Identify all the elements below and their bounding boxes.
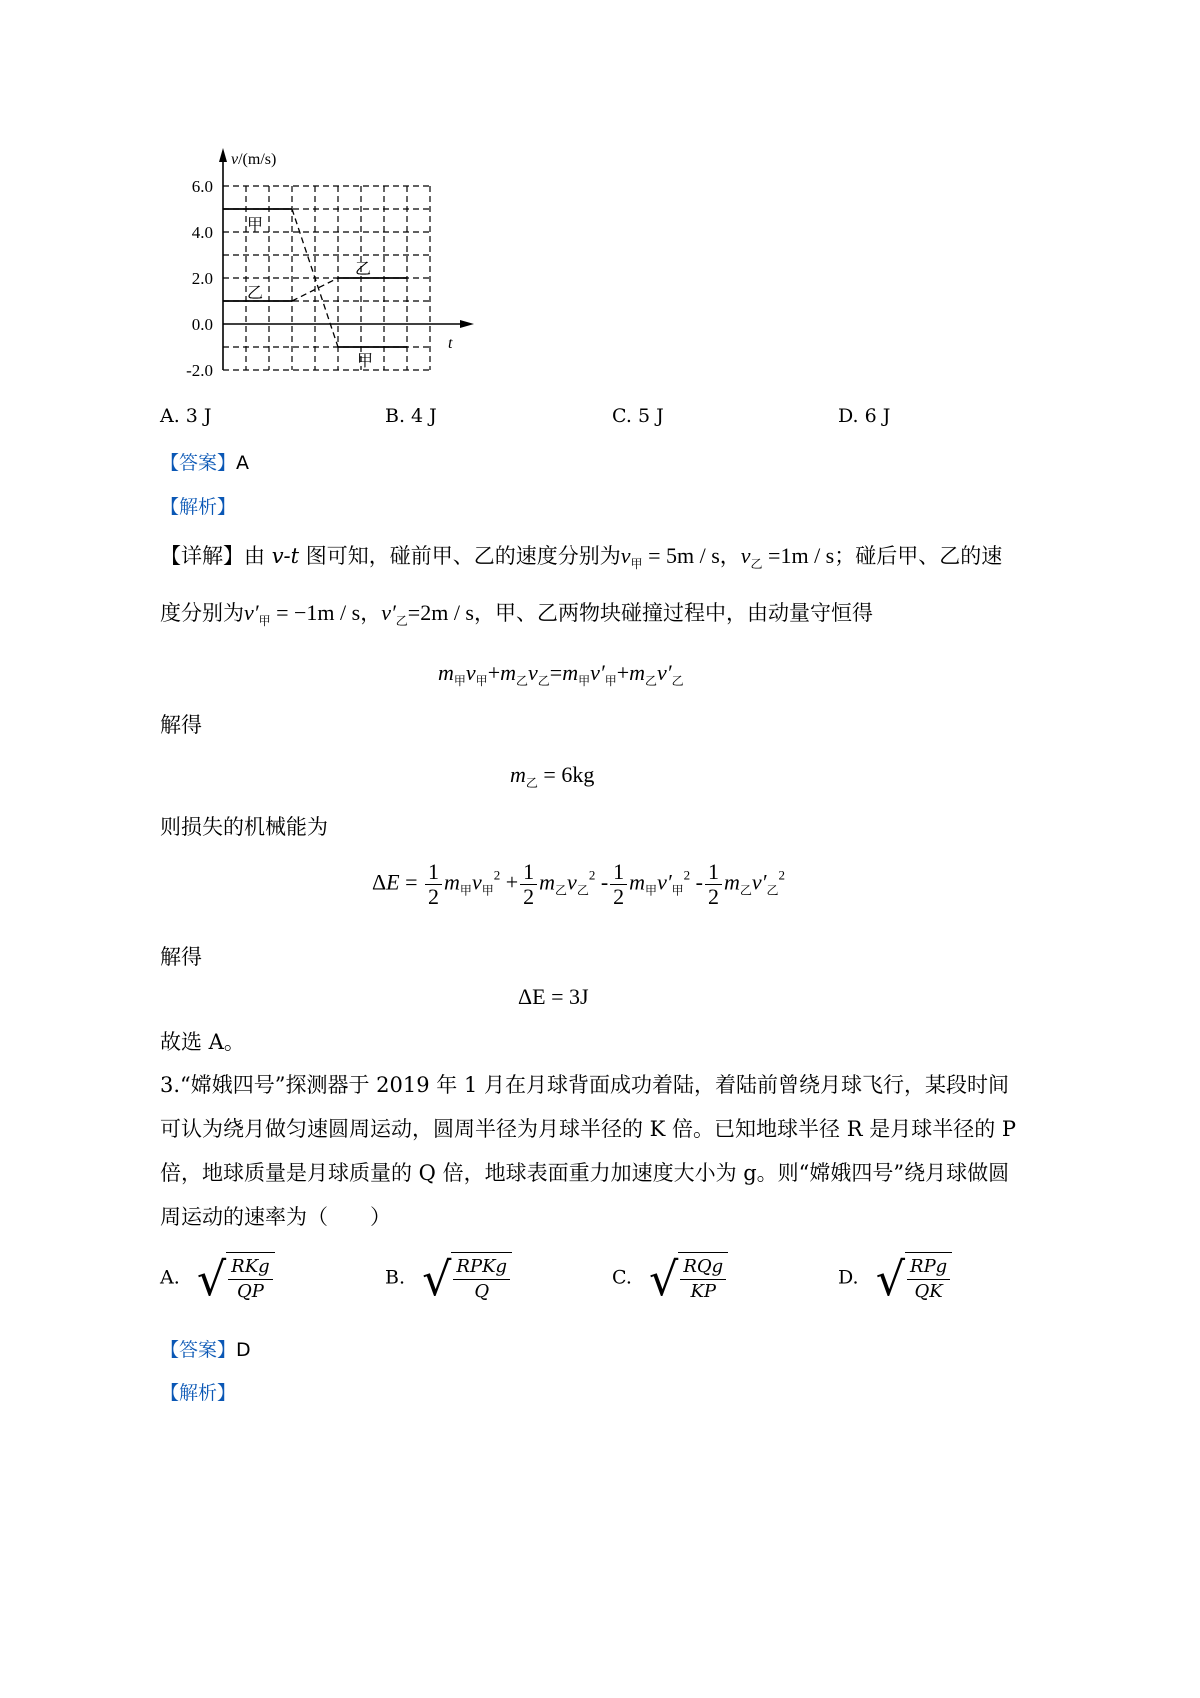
- q2-answer: 【答案】A: [160, 452, 250, 474]
- choose-text: 故选 A。: [160, 1030, 245, 1054]
- q2-option-c: C. 5 J: [612, 405, 664, 427]
- q3-line-4: 周运动的速率为（ ）: [160, 1205, 391, 1229]
- y-tick-label: 6.0: [191, 177, 213, 196]
- q2-analysis-heading: 【解析】: [160, 496, 237, 518]
- q3-analysis-heading: 【解析】: [160, 1382, 237, 1404]
- q3-line-2: 可认为绕月做匀速圆周运动，圆周半径为月球半径的 K 倍。已知地球半径 R 是月球半径的 P: [160, 1117, 1017, 1141]
- line-label-jia-top: 甲: [247, 215, 264, 234]
- y-axis-label: v/(m/s): [231, 151, 277, 168]
- line-label-yi-right: 乙: [355, 259, 372, 278]
- mass-result: $m_乙 = 6kg$: [510, 762, 595, 790]
- detail-line-1: 【详解】由 v-t 图可知，碰前甲、乙的速度分别为$v_甲 = 5m / s$，$v_乙 =1m / s$；碰后甲、乙的速: [160, 543, 1003, 571]
- energy-equation: ΔE = $\frac{1}{2}$ $m_甲v_甲^2$ + $\frac{1}{2}$ $m_乙v_乙^2$ - $\frac{1}{2}$ $m_甲v'_甲^2$ - $\frac{1}{2}$ $m_乙v'_乙^2$: [372, 859, 785, 909]
- graph-axes: [219, 148, 474, 370]
- x-axis-label: t: [448, 335, 453, 352]
- q3-line-3: 倍，地球质量是月球质量的 Q 倍，地球表面重力加速度大小为 g。则“嫦娥四号”绕月球做圆: [160, 1161, 1010, 1185]
- q2-option-a: A. 3 J: [160, 405, 212, 427]
- y-axis-arrow: [219, 148, 227, 162]
- q3-option-a: A. √ $\frac{\text{RKg}}{QP}$: [160, 1252, 275, 1306]
- q3-option-d: D. √ $\frac{\text{RPg}}{QK}$: [838, 1252, 952, 1306]
- q3-option-b: B. √ $\frac{\text{RPKg}}{Q}$: [385, 1252, 512, 1306]
- detail-line-2: 度分别为$v'_甲 = -1m / s$，$v'_乙=2m / s$，甲、乙两物块碰撞过程中，由动量守恒得: [160, 600, 873, 628]
- q2-option-b: B. 4 J: [385, 405, 437, 427]
- solve-text-1: 解得: [160, 713, 202, 737]
- line-label-yi-left: 乙: [247, 283, 264, 302]
- energy-result: ΔE = 3J: [518, 984, 589, 1009]
- y-tick-label: -2.0: [186, 361, 213, 380]
- momentum-equation: $m_甲v_甲+m_乙v_乙=m_甲v'_甲+m_乙v'_乙$: [438, 660, 684, 688]
- q3-line-1: 3.“嫦娥四号”探测器于 2019 年 1 月在月球背面成功着陆，着陆前曾绕月球飞行，某段时间: [160, 1073, 1010, 1097]
- energy-loss-text: 则损失的机械能为: [160, 815, 328, 839]
- velocity-time-graph: [175, 140, 495, 405]
- line-label-jia-bottom: 甲: [357, 351, 374, 370]
- y-tick-label: 0.0: [191, 315, 213, 334]
- solve-text-2: 解得: [160, 945, 202, 969]
- x-axis-arrow: [460, 320, 474, 328]
- y-tick-label: 4.0: [191, 223, 213, 242]
- q3-answer: 【答案】D: [160, 1339, 251, 1361]
- q3-option-c: C. √ $\frac{\text{RQg}}{KP}$: [612, 1252, 728, 1306]
- graph-labels: [186, 151, 453, 380]
- q2-option-d: D. 6 J: [838, 405, 891, 427]
- y-tick-label: 2.0: [191, 269, 213, 288]
